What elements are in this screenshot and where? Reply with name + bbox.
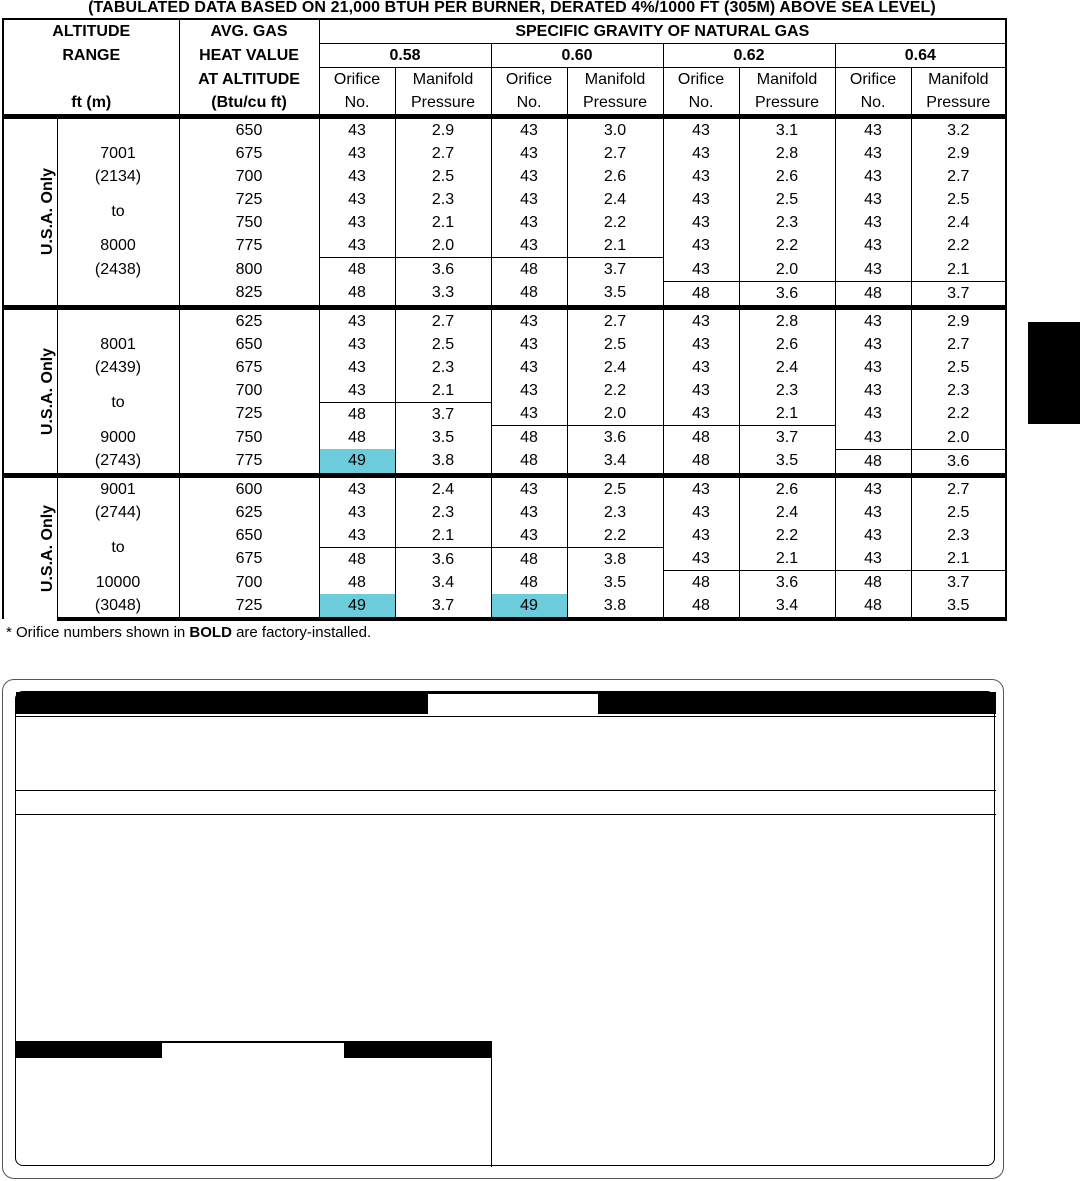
- altitude-range-cell: 9001: [57, 475, 179, 501]
- heat-header-line: AT ALTITUDE: [179, 68, 319, 92]
- panel-column-divider: [491, 1041, 492, 1167]
- bottom-panel: [2, 679, 1004, 1179]
- manifold-cell: 2.8: [739, 142, 835, 165]
- heat-value-cell: 700: [179, 571, 319, 595]
- manifold-cell: 3.7: [567, 258, 663, 282]
- altitude-range-cell: (2134): [57, 165, 179, 188]
- manifold-cell: 2.5: [395, 165, 491, 188]
- orifice-cell: 48: [491, 571, 567, 595]
- orifice-cell: 49: [319, 449, 395, 475]
- altitude-range-label: to: [111, 203, 125, 220]
- manifold-header: Manifold: [395, 68, 491, 92]
- heat-value-cell: 750: [179, 426, 319, 450]
- altitude-header-line: ALTITUDE: [3, 19, 179, 44]
- orifice-header: No.: [319, 91, 395, 117]
- panel-divider: [16, 716, 996, 717]
- table-row: [3, 188, 1006, 211]
- manifold-cell: 2.0: [739, 258, 835, 282]
- orifice-cell: 43: [663, 117, 739, 143]
- heat-header-line: AVG. GAS: [179, 19, 319, 44]
- manifold-cell: 2.3: [739, 211, 835, 234]
- manifold-cell: 3.6: [911, 449, 1006, 475]
- orifice-cell: 43: [835, 142, 911, 165]
- altitude-header-line: RANGE: [3, 44, 179, 68]
- altitude-range-cell: [57, 524, 179, 556]
- manifold-header: Manifold: [911, 68, 1006, 92]
- orifice-cell: 43: [835, 258, 911, 282]
- heat-value-cell: 825: [179, 281, 319, 307]
- orifice-cell: 43: [319, 475, 395, 501]
- heat-value-cell: 650: [179, 524, 319, 548]
- orifice-cell: 43: [319, 379, 395, 403]
- table-row: [3, 356, 1006, 379]
- manifold-cell: 2.5: [911, 188, 1006, 211]
- orifice-cell: 43: [491, 333, 567, 356]
- country-label: U.S.A. Only: [39, 347, 57, 435]
- manifold-cell: 2.5: [567, 475, 663, 501]
- table-row: [3, 402, 1006, 426]
- manifold-cell: 2.0: [395, 234, 491, 258]
- orifice-cell: 43: [835, 234, 911, 258]
- orifice-cell: 43: [491, 356, 567, 379]
- sub-header-title-box: [162, 1043, 344, 1058]
- manifold-cell: 2.1: [739, 547, 835, 571]
- manifold-cell: 3.7: [739, 426, 835, 450]
- orifice-cell: 43: [835, 188, 911, 211]
- manifold-cell: 2.1: [739, 402, 835, 426]
- heat-value-cell: 650: [179, 333, 319, 356]
- manifold-cell: 2.6: [739, 333, 835, 356]
- heat-value-cell: 650: [179, 117, 319, 143]
- manifold-cell: 2.2: [567, 379, 663, 403]
- table-row: [3, 475, 1006, 501]
- manifold-cell: 3.5: [567, 281, 663, 307]
- manifold-cell: 2.4: [567, 188, 663, 211]
- manifold-cell: 2.3: [395, 188, 491, 211]
- table-row: [3, 117, 1006, 143]
- orifice-cell: 48: [491, 449, 567, 475]
- panel-frame: [15, 691, 995, 1166]
- manifold-cell: 3.5: [739, 449, 835, 475]
- orifice-cell: 43: [835, 547, 911, 571]
- heat-value-cell: 625: [179, 307, 319, 333]
- orifice-cell: 48: [319, 402, 395, 426]
- orifice-cell: 43: [663, 475, 739, 501]
- orifice-cell: 43: [835, 117, 911, 143]
- orifice-cell: 43: [491, 234, 567, 258]
- orifice-cell: 43: [835, 402, 911, 426]
- altitude-range-cell: 8000: [57, 234, 179, 258]
- heat-value-cell: 750: [179, 211, 319, 234]
- manifold-cell: 3.0: [567, 117, 663, 143]
- altitude-range-cell: [57, 117, 179, 143]
- table-row: [3, 571, 1006, 595]
- orifice-cell: 48: [319, 547, 395, 571]
- orifice-cell: 48: [491, 281, 567, 307]
- heat-value-cell: 625: [179, 501, 319, 524]
- manifold-cell: 3.8: [395, 449, 491, 475]
- orifice-cell: 43: [663, 142, 739, 165]
- manifold-header: Pressure: [567, 91, 663, 117]
- orifice-cell: 43: [319, 142, 395, 165]
- orifice-cell: 43: [491, 188, 567, 211]
- table-body: [3, 117, 1006, 620]
- manifold-header: Pressure: [739, 91, 835, 117]
- orifice-cell: 48: [491, 426, 567, 450]
- country-label-cell: [3, 475, 57, 619]
- manifold-cell: 2.4: [567, 356, 663, 379]
- orifice-table: [2, 18, 1007, 621]
- orifice-header: Orifice: [663, 68, 739, 92]
- altitude-range-cell: (2438): [57, 258, 179, 282]
- orifice-cell: 43: [319, 307, 395, 333]
- orifice-cell: 43: [835, 165, 911, 188]
- manifold-cell: 2.7: [567, 307, 663, 333]
- altitude-range-cell: [57, 188, 179, 220]
- manifold-cell: 2.4: [739, 356, 835, 379]
- orifice-cell: 48: [491, 547, 567, 571]
- altitude-range-cell: 8001: [57, 333, 179, 356]
- manifold-cell: 2.5: [739, 188, 835, 211]
- manifold-cell: 3.3: [395, 281, 491, 307]
- manifold-cell: 2.7: [911, 475, 1006, 501]
- orifice-cell: 43: [835, 333, 911, 356]
- altitude-range-cell: (2744): [57, 501, 179, 524]
- orifice-cell: 43: [319, 211, 395, 234]
- table-header: [3, 19, 1006, 117]
- manifold-cell: 3.6: [395, 547, 491, 571]
- altitude-range-cell: (2439): [57, 356, 179, 379]
- manifold-cell: 3.7: [911, 281, 1006, 307]
- footnote-suffix: are factory-installed.: [231, 624, 372, 641]
- manifold-cell: 3.8: [567, 594, 663, 619]
- orifice-cell: 43: [491, 524, 567, 548]
- table-row: [3, 234, 1006, 258]
- orifice-cell: 43: [491, 475, 567, 501]
- manifold-cell: 2.4: [395, 475, 491, 501]
- panel-header-title-box: [428, 694, 598, 714]
- manifold-cell: 3.6: [739, 571, 835, 595]
- orifice-cell: 43: [663, 547, 739, 571]
- orifice-cell: 48: [319, 258, 395, 282]
- orifice-cell: 43: [663, 501, 739, 524]
- gravity-header: 0.58: [319, 44, 491, 68]
- table-row: [3, 165, 1006, 188]
- orifice-cell: 48: [663, 281, 739, 307]
- manifold-cell: 2.3: [739, 379, 835, 403]
- manifold-cell: 3.6: [739, 281, 835, 307]
- table-row: [3, 333, 1006, 356]
- orifice-header: Orifice: [835, 68, 911, 92]
- manifold-cell: 3.2: [911, 117, 1006, 143]
- altitude-range-cell: 10000: [57, 571, 179, 595]
- gravity-header: 0.60: [491, 44, 663, 68]
- section-tab-marker: [1028, 322, 1080, 424]
- orifice-cell: 43: [319, 165, 395, 188]
- orifice-cell: 43: [835, 475, 911, 501]
- manifold-cell: 2.3: [567, 501, 663, 524]
- orifice-cell: 43: [319, 501, 395, 524]
- manifold-cell: 2.5: [395, 333, 491, 356]
- orifice-cell: 43: [835, 524, 911, 548]
- orifice-cell: 43: [319, 524, 395, 548]
- manifold-cell: 2.2: [739, 234, 835, 258]
- table-row: [3, 449, 1006, 475]
- manifold-cell: 3.7: [911, 571, 1006, 595]
- orifice-cell: 43: [835, 379, 911, 403]
- manifold-cell: 2.3: [395, 356, 491, 379]
- manifold-cell: 2.2: [911, 402, 1006, 426]
- orifice-cell: 48: [663, 449, 739, 475]
- heat-value-cell: 775: [179, 449, 319, 475]
- orifice-header: No.: [663, 91, 739, 117]
- gravity-header: 0.62: [663, 44, 835, 68]
- specific-gravity-header: SPECIFIC GRAVITY OF NATURAL GAS: [319, 19, 1006, 44]
- country-label: U.S.A. Only: [39, 504, 57, 592]
- heat-value-cell: 700: [179, 379, 319, 403]
- heat-value-cell: 700: [179, 165, 319, 188]
- heat-header-line: (Btu/cu ft): [179, 91, 319, 117]
- manifold-cell: 2.5: [911, 501, 1006, 524]
- orifice-cell: 48: [835, 449, 911, 475]
- heat-value-cell: 675: [179, 547, 319, 571]
- manifold-cell: 3.5: [911, 594, 1006, 619]
- heat-value-cell: 775: [179, 234, 319, 258]
- orifice-cell: 43: [319, 117, 395, 143]
- manifold-cell: 2.2: [567, 211, 663, 234]
- orifice-cell: 49: [491, 594, 567, 619]
- heat-value-cell: 725: [179, 594, 319, 619]
- table-row: [3, 379, 1006, 403]
- manifold-header: Pressure: [395, 91, 491, 117]
- altitude-header-line: [3, 68, 179, 92]
- country-label-cell: [3, 117, 57, 308]
- footnote: [6, 624, 371, 641]
- manifold-cell: 3.8: [567, 547, 663, 571]
- manifold-cell: 2.6: [567, 165, 663, 188]
- manifold-cell: 2.1: [395, 379, 491, 403]
- manifold-cell: 2.2: [911, 234, 1006, 258]
- orifice-cell: 48: [491, 258, 567, 282]
- altitude-range-cell: [57, 307, 179, 333]
- manifold-cell: 3.1: [739, 117, 835, 143]
- orifice-cell: 48: [663, 594, 739, 619]
- panel-divider: [16, 790, 996, 791]
- manifold-cell: 2.9: [395, 117, 491, 143]
- manifold-cell: 2.0: [567, 402, 663, 426]
- orifice-cell: 43: [319, 188, 395, 211]
- orifice-cell: 43: [491, 211, 567, 234]
- orifice-cell: 43: [319, 234, 395, 258]
- country-label: U.S.A. Only: [39, 168, 57, 256]
- manifold-cell: 3.7: [395, 402, 491, 426]
- orifice-cell: 43: [663, 211, 739, 234]
- panel-divider: [16, 814, 996, 815]
- footnote-prefix: * Orifice numbers shown in: [6, 624, 190, 641]
- altitude-range-label: to: [111, 393, 125, 411]
- orifice-cell: 43: [835, 501, 911, 524]
- table-row: [3, 547, 1006, 571]
- table-row: [3, 258, 1006, 282]
- orifice-cell: 43: [835, 307, 911, 333]
- altitude-range-cell: [57, 379, 179, 411]
- manifold-cell: 3.5: [567, 571, 663, 595]
- orifice-cell: 48: [835, 571, 911, 595]
- table-row: [3, 211, 1006, 234]
- manifold-cell: 2.5: [911, 356, 1006, 379]
- altitude-range-cell: [57, 281, 179, 307]
- heat-value-cell: 600: [179, 475, 319, 501]
- heat-value-cell: 725: [179, 402, 319, 426]
- manifold-header: Pressure: [911, 91, 1006, 117]
- manifold-cell: 2.4: [739, 501, 835, 524]
- table-row: [3, 281, 1006, 307]
- orifice-cell: 48: [835, 281, 911, 307]
- manifold-cell: 2.7: [395, 307, 491, 333]
- orifice-cell: 43: [491, 379, 567, 403]
- manifold-cell: 2.3: [911, 379, 1006, 403]
- manifold-cell: 2.6: [739, 165, 835, 188]
- orifice-header: No.: [835, 91, 911, 117]
- manifold-cell: 2.1: [911, 258, 1006, 282]
- heat-value-cell: 725: [179, 188, 319, 211]
- orifice-cell: 43: [663, 307, 739, 333]
- manifold-cell: 3.6: [395, 258, 491, 282]
- manifold-cell: 2.2: [567, 524, 663, 548]
- manifold-cell: 3.4: [567, 449, 663, 475]
- manifold-cell: 2.7: [911, 333, 1006, 356]
- orifice-header: Orifice: [319, 68, 395, 92]
- orifice-cell: 43: [491, 117, 567, 143]
- footnote-bold: BOLD: [189, 624, 232, 641]
- orifice-cell: 48: [835, 594, 911, 619]
- orifice-cell: 43: [319, 333, 395, 356]
- manifold-cell: 2.9: [911, 142, 1006, 165]
- manifold-cell: 2.9: [911, 307, 1006, 333]
- heat-header-line: HEAT VALUE: [179, 44, 319, 68]
- orifice-cell: 43: [663, 379, 739, 403]
- orifice-cell: 43: [663, 165, 739, 188]
- table-row: [3, 142, 1006, 165]
- table-row: [3, 524, 1006, 548]
- manifold-cell: 2.1: [911, 547, 1006, 571]
- orifice-cell: 43: [491, 142, 567, 165]
- manifold-cell: 2.6: [739, 475, 835, 501]
- orifice-cell: 48: [319, 281, 395, 307]
- manifold-cell: 2.7: [395, 142, 491, 165]
- manifold-cell: 2.1: [567, 234, 663, 258]
- orifice-header: Orifice: [491, 68, 567, 92]
- orifice-cell: 48: [663, 571, 739, 595]
- manifold-cell: 2.3: [395, 501, 491, 524]
- table-row: [3, 594, 1006, 619]
- orifice-cell: 43: [491, 165, 567, 188]
- table-row: [3, 307, 1006, 333]
- manifold-header: Manifold: [739, 68, 835, 92]
- orifice-cell: 43: [491, 402, 567, 426]
- manifold-cell: 2.7: [911, 165, 1006, 188]
- manifold-cell: 2.5: [567, 333, 663, 356]
- manifold-cell: 2.8: [739, 307, 835, 333]
- altitude-range-label: to: [111, 538, 125, 556]
- orifice-cell: 43: [663, 234, 739, 258]
- altitude-header-line: ft (m): [3, 91, 179, 117]
- manifold-cell: 2.3: [911, 524, 1006, 548]
- orifice-cell: 43: [663, 333, 739, 356]
- orifice-cell: 43: [835, 211, 911, 234]
- altitude-range-cell: (2743): [57, 449, 179, 475]
- manifold-cell: 2.7: [567, 142, 663, 165]
- manifold-cell: 3.4: [395, 571, 491, 595]
- orifice-cell: 48: [663, 426, 739, 450]
- table-caption: (TABULATED DATA BASED ON 21,000 BTUH PER BURNER, DERATED 4%/1000 FT (305M) ABOVE SEA LEVEL): [88, 0, 936, 16]
- manifold-cell: 3.4: [739, 594, 835, 619]
- country-label-cell: [3, 307, 57, 475]
- orifice-cell: 48: [319, 426, 395, 450]
- heat-value-cell: 675: [179, 356, 319, 379]
- orifice-cell: 43: [663, 188, 739, 211]
- altitude-range-cell: 9000: [57, 426, 179, 450]
- table-row: [3, 501, 1006, 524]
- orifice-cell: 43: [663, 524, 739, 548]
- manifold-cell: 2.4: [911, 211, 1006, 234]
- heat-value-cell: 800: [179, 258, 319, 282]
- manifold-cell: 3.6: [567, 426, 663, 450]
- manifold-cell: 2.1: [395, 524, 491, 548]
- orifice-cell: 43: [491, 307, 567, 333]
- orifice-header: No.: [491, 91, 567, 117]
- manifold-header: Manifold: [567, 68, 663, 92]
- gravity-header: 0.64: [835, 44, 1006, 68]
- orifice-cell: 43: [835, 426, 911, 450]
- orifice-cell: 43: [663, 356, 739, 379]
- orifice-cell: 49: [319, 594, 395, 619]
- manifold-cell: 3.7: [395, 594, 491, 619]
- orifice-cell: 48: [319, 571, 395, 595]
- manifold-cell: 2.2: [739, 524, 835, 548]
- heat-value-cell: 675: [179, 142, 319, 165]
- orifice-cell: 43: [319, 356, 395, 379]
- table-row: [3, 426, 1006, 450]
- orifice-cell: 43: [663, 402, 739, 426]
- orifice-cell: 43: [663, 258, 739, 282]
- orifice-cell: 43: [491, 501, 567, 524]
- manifold-cell: 2.1: [395, 211, 491, 234]
- altitude-range-cell: 7001: [57, 142, 179, 165]
- manifold-cell: 2.0: [911, 426, 1006, 450]
- altitude-range-cell: (3048): [57, 594, 179, 619]
- manifold-cell: 3.5: [395, 426, 491, 450]
- orifice-cell: 43: [835, 356, 911, 379]
